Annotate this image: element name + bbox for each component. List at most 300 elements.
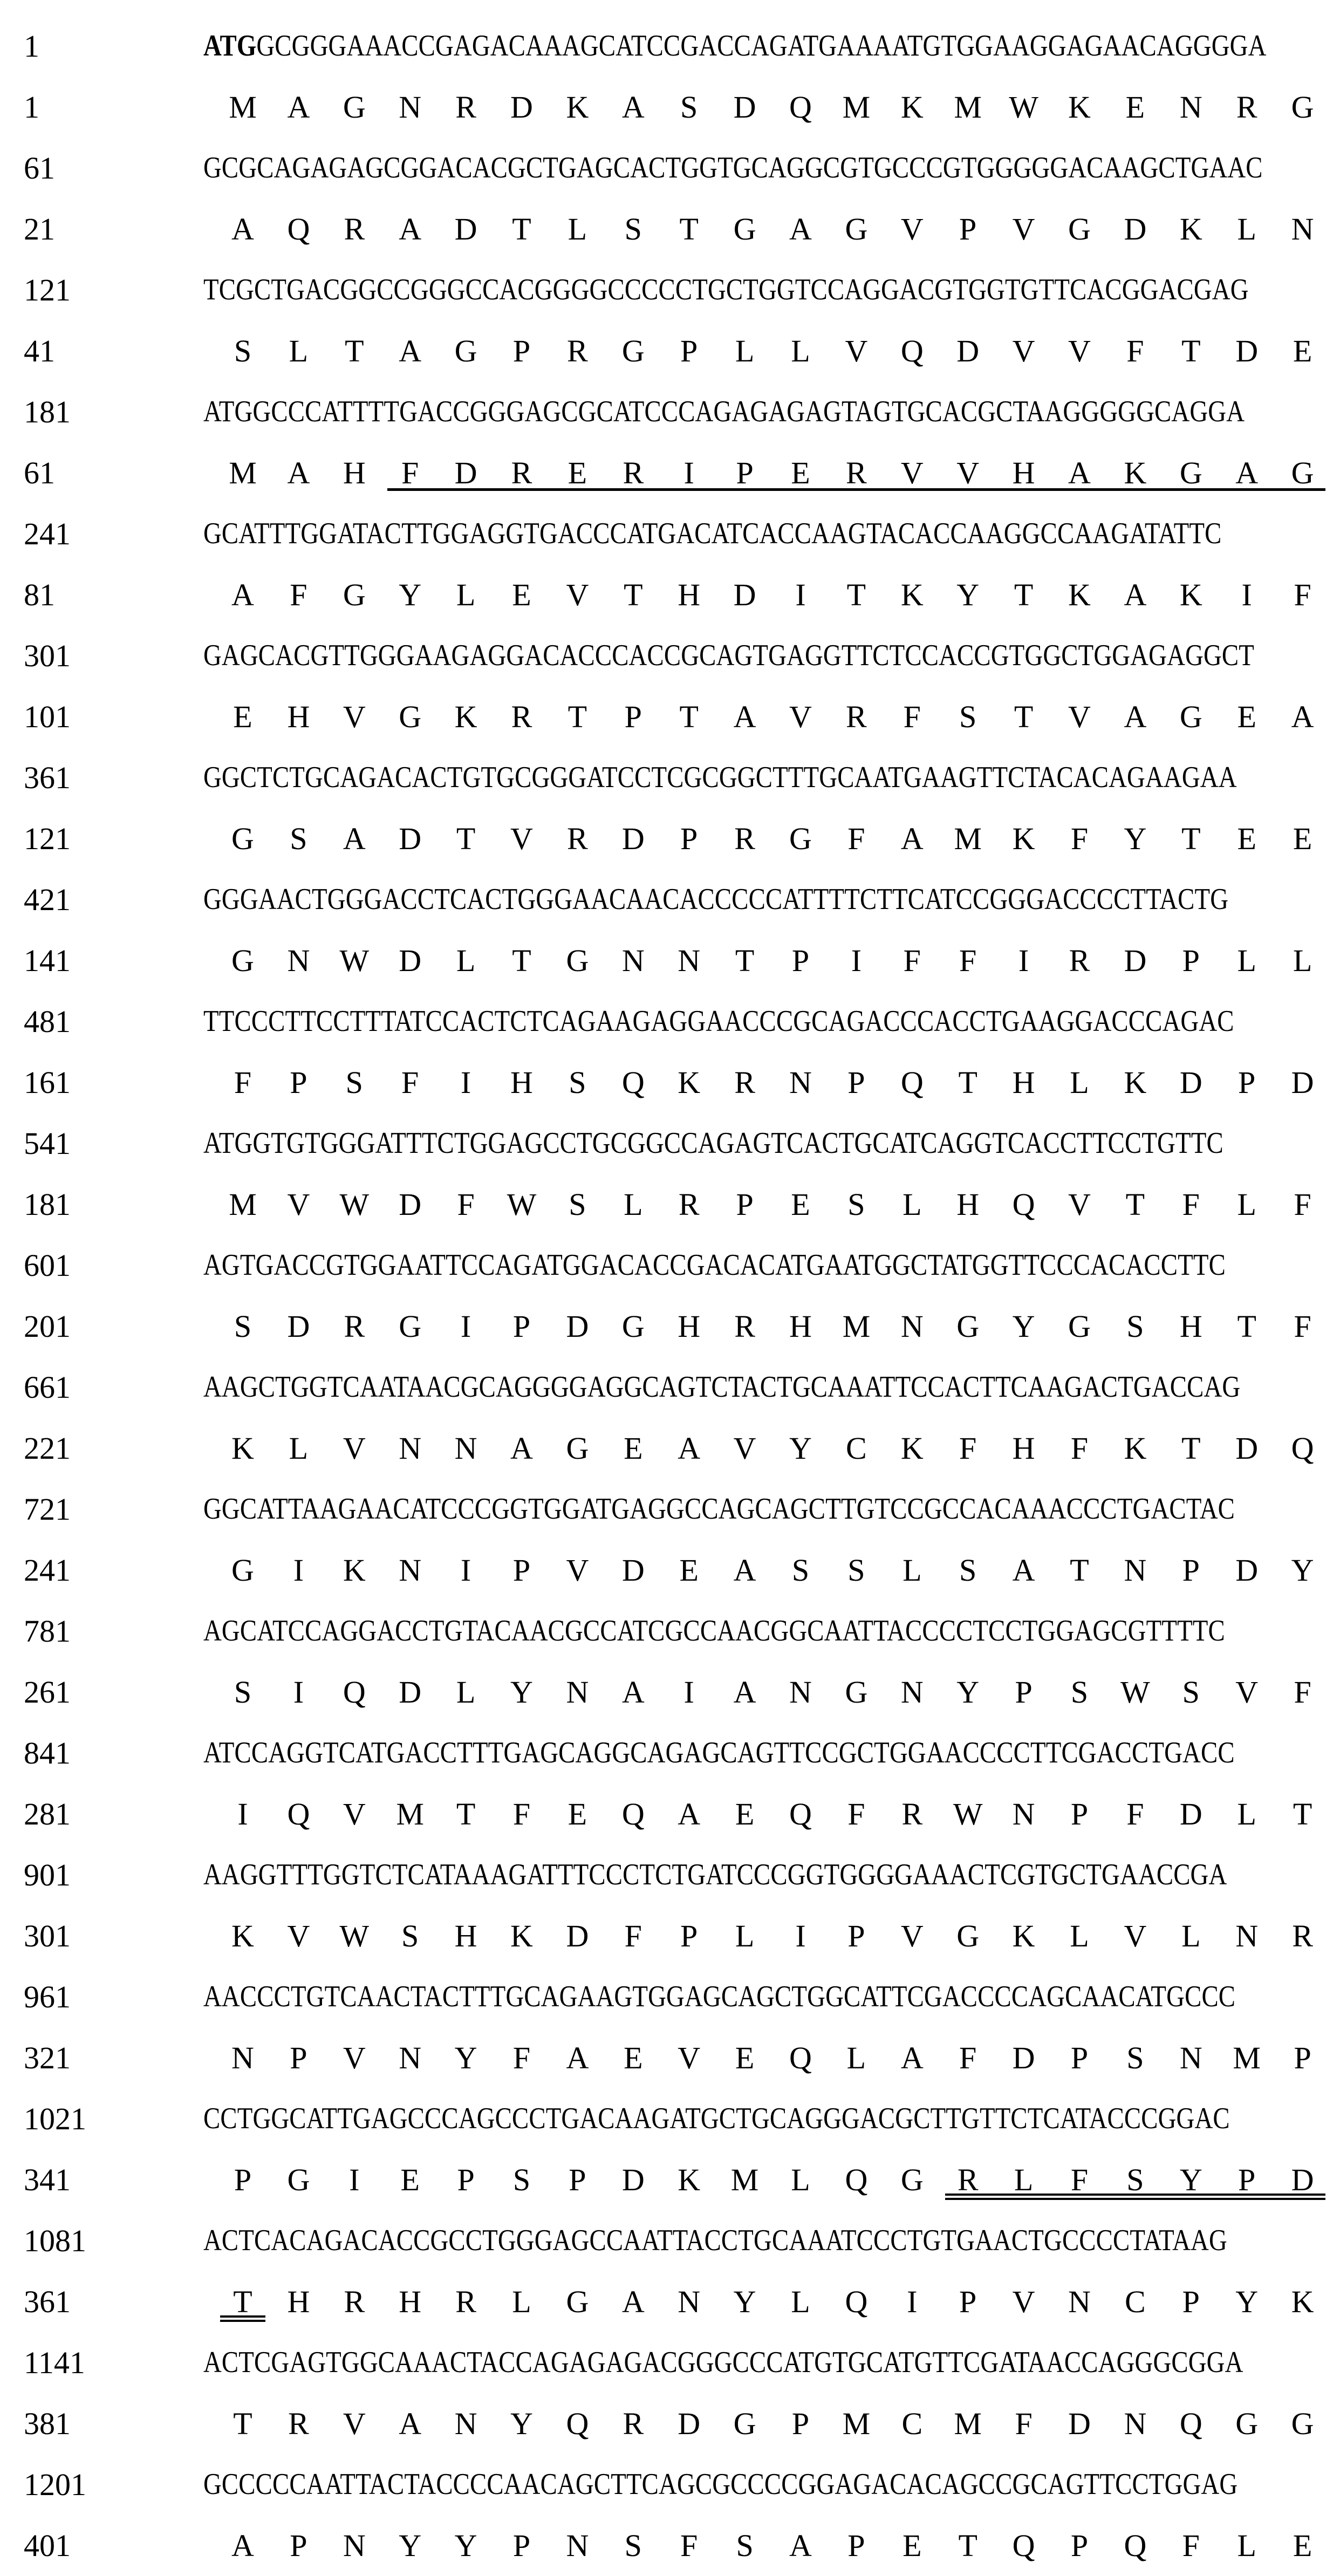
amino-acid-residue: P: [624, 699, 642, 734]
amino-acid-residue: G: [789, 821, 812, 856]
amino-acid-position: 361: [24, 2284, 71, 2319]
amino-acid-residue: G: [566, 2284, 589, 2319]
amino-acid-residue: D: [1291, 1065, 1314, 1100]
amino-acid-residue: L: [289, 1431, 309, 1466]
amino-acid-residue: P: [290, 2040, 307, 2075]
amino-acid-position: 81: [24, 577, 55, 612]
amino-acid-residue: Q: [343, 1675, 366, 1710]
amino-acid-residue: R: [846, 455, 867, 490]
amino-acid-residue: G: [1179, 455, 1202, 490]
amino-acid-position: 281: [24, 1796, 71, 1832]
nucleotide-position: 1201: [24, 2467, 86, 2502]
amino-acid-residue: I: [795, 1918, 806, 1953]
amino-acid-row: [0, 930, 1340, 991]
amino-acid-residue: W: [1009, 90, 1038, 125]
amino-acid-residue: G: [1291, 455, 1314, 490]
amino-acid-residue: W: [339, 943, 370, 978]
amino-acid-position: 321: [24, 2040, 71, 2075]
amino-acid-sequence: [221, 808, 1322, 869]
nucleotide-row: [0, 869, 1340, 930]
amino-acid-residue: H: [1012, 1431, 1035, 1466]
amino-acid-residue: G: [621, 333, 645, 368]
amino-acid-residue: G: [845, 1675, 868, 1710]
amino-acid-residue: Q: [287, 1796, 310, 1832]
amino-acid-position: 1: [24, 90, 39, 125]
amino-acid-residue: E: [1293, 2528, 1312, 2563]
amino-acid-sequence: [221, 320, 1322, 381]
amino-acid-residue: N: [1179, 2040, 1202, 2075]
amino-acid-residue: K: [1068, 577, 1091, 612]
amino-acid-residue: K: [1179, 211, 1202, 247]
amino-acid-residue: G: [1291, 2406, 1314, 2441]
amino-acid-residue: F: [1015, 2406, 1033, 2441]
amino-acid-residue: M: [1233, 2040, 1261, 2075]
amino-acid-residue: F: [1182, 2528, 1200, 2563]
amino-acid-row: [0, 1296, 1340, 1357]
amino-acid-residue: G: [231, 943, 254, 978]
amino-acid-residue: A: [231, 2528, 254, 2563]
amino-acid-residue: G: [231, 821, 254, 856]
amino-acid-residue: H: [287, 699, 310, 734]
amino-acid-position: 41: [24, 333, 55, 368]
nucleotide-sequence: [203, 1844, 1227, 1905]
amino-acid-residue: H: [287, 2284, 310, 2319]
amino-acid-residue: Q: [1012, 1187, 1035, 1222]
amino-acid-residue: R: [734, 821, 755, 856]
amino-acid-residue: T: [512, 211, 531, 247]
nucleotide-position: 481: [24, 1004, 71, 1039]
amino-acid-residue: R: [288, 2406, 309, 2441]
nucleotide-text: ACTCGAGTGGCAAACTACCAGAGAGACGGGCCCATGTGCATGTTCGATAACCAGGGCGGA: [203, 2346, 1243, 2379]
amino-acid-position: 401: [24, 2528, 71, 2563]
amino-acid-residue: K: [678, 2162, 701, 2197]
double-underline: [220, 2315, 265, 2322]
amino-acid-residue: S: [569, 1187, 586, 1222]
amino-acid-residue: F: [1182, 1187, 1200, 1222]
amino-acid-residue: P: [1015, 1675, 1033, 1710]
amino-acid-residue: G: [399, 699, 422, 734]
amino-acid-residue: L: [456, 943, 476, 978]
amino-acid-residue: I: [683, 1675, 694, 1710]
nucleotide-text: GGCTCTGCAGACACTGTGCGGGATCCTCGCGGCTTTGCAATGAAGTTCTACACAGAAGAA: [203, 761, 1237, 794]
amino-acid-residue: N: [566, 1675, 589, 1710]
amino-acid-residue: T: [846, 577, 866, 612]
amino-acid-residue: G: [900, 2162, 924, 2197]
amino-acid-residue: V: [510, 821, 533, 856]
amino-acid-residue: C: [901, 2406, 923, 2441]
amino-acid-residue: V: [900, 1918, 924, 1953]
amino-acid-residue: N: [1179, 90, 1202, 125]
amino-acid-residue: H: [1012, 455, 1035, 490]
amino-acid-sequence: [221, 1662, 1322, 1723]
amino-acid-row: [0, 2515, 1340, 2576]
amino-acid-residue: S: [624, 211, 642, 247]
amino-acid-residue: V: [287, 1918, 310, 1953]
amino-acid-residue: T: [1014, 699, 1034, 734]
amino-acid-residue: N: [231, 2040, 254, 2075]
amino-acid-residue: Y: [1179, 2162, 1202, 2197]
amino-acid-sequence: [221, 2515, 1322, 2576]
amino-acid-residue: N: [399, 1553, 422, 1588]
amino-acid-residue: A: [1124, 699, 1147, 734]
nucleotide-row: [0, 1844, 1340, 1905]
amino-acid-residue: R: [567, 821, 588, 856]
amino-acid-row: [0, 199, 1340, 259]
nucleotide-position: 721: [24, 1492, 71, 1527]
amino-acid-row: [0, 1662, 1340, 1723]
amino-acid-residue: P: [1294, 2040, 1311, 2075]
amino-acid-residue: V: [1068, 1187, 1091, 1222]
amino-acid-residue: E: [1237, 821, 1256, 856]
nucleotide-row: [0, 259, 1340, 320]
amino-acid-residue: T: [1293, 1796, 1312, 1832]
amino-acid-residue: I: [349, 2162, 360, 2197]
nucleotide-text: TCGCTGACGGCCGGGCCACGGGGCCCCCTGCTGGTCCAGGACGTGGTGTTCACGGACGAG: [203, 273, 1249, 306]
nucleotide-row: [0, 1723, 1340, 1784]
nucleotide-sequence: [203, 625, 1254, 686]
amino-acid-residue: L: [456, 1675, 476, 1710]
amino-acid-residue: K: [1179, 577, 1202, 612]
amino-acid-residue: M: [229, 455, 257, 490]
amino-acid-residue: W: [339, 1918, 370, 1953]
amino-acid-residue: L: [791, 333, 810, 368]
nucleotide-text: ATGGCCCATTTTGACCGGGAGCGCATCCCAGAGAGAGTAGTGCACGCTAAGGGGGCAGGA: [203, 395, 1245, 428]
amino-acid-row: [0, 686, 1340, 747]
amino-acid-residue: L: [289, 333, 309, 368]
amino-acid-sequence: [221, 442, 1322, 503]
amino-acid-residue: L: [1181, 1918, 1201, 1953]
amino-acid-residue: A: [621, 2284, 645, 2319]
amino-acid-sequence: [221, 1905, 1322, 1966]
amino-acid-residue: V: [789, 699, 812, 734]
amino-acid-residue: P: [512, 1309, 531, 1344]
amino-acid-residue: A: [900, 821, 924, 856]
nucleotide-position: 841: [24, 1735, 71, 1771]
nucleotide-sequence: [203, 381, 1245, 442]
amino-acid-residue: Q: [1179, 2406, 1202, 2441]
amino-acid-residue: T: [1125, 1187, 1145, 1222]
amino-acid-residue: V: [845, 333, 868, 368]
amino-acid-residue: F: [903, 943, 921, 978]
amino-acid-residue: V: [1235, 1675, 1259, 1710]
amino-acid-residue: S: [234, 1309, 252, 1344]
amino-acid-residue: L: [624, 1187, 643, 1222]
nucleotide-position: 361: [24, 760, 71, 795]
amino-acid-residue: G: [1291, 90, 1314, 125]
amino-acid-residue: Q: [789, 90, 812, 125]
amino-acid-residue: D: [1179, 1796, 1202, 1832]
amino-acid-residue: C: [846, 1431, 867, 1466]
amino-acid-residue: H: [454, 1918, 477, 1953]
nucleotide-row: [0, 16, 1340, 77]
nucleotide-row: [0, 747, 1340, 808]
amino-acid-sequence: [221, 2393, 1322, 2454]
amino-acid-position: 121: [24, 821, 71, 856]
amino-acid-residue: S: [569, 1065, 586, 1100]
nucleotide-row: [0, 2210, 1340, 2271]
amino-acid-residue: D: [454, 211, 477, 247]
amino-acid-residue: K: [1012, 1918, 1035, 1953]
amino-acid-residue: A: [287, 90, 310, 125]
amino-acid-residue: F: [1294, 1675, 1311, 1710]
nucleotide-text: GCGGGAAACCGAGACAAAGCATCCGACCAGATGAAAATGTGGAAGGAGAACAGGGGA: [256, 29, 1267, 63]
amino-acid-residue: F: [1126, 1796, 1144, 1832]
amino-acid-residue: E: [1237, 699, 1256, 734]
nucleotide-text: AAGGTTTGGTCTCATAAAGATTTCCCTCTGATCCCGGTGGGGAAACTCGTGCTGAACCGA: [203, 1858, 1227, 1891]
amino-acid-residue: Q: [789, 1796, 812, 1832]
nucleotide-position: 1: [24, 29, 39, 64]
amino-acid-residue: G: [566, 1431, 589, 1466]
amino-acid-residue: H: [343, 455, 366, 490]
amino-acid-residue: M: [730, 2162, 759, 2197]
amino-acid-residue: Y: [399, 577, 422, 612]
amino-acid-residue: S: [1070, 1675, 1089, 1710]
amino-acid-residue: R: [1236, 90, 1257, 125]
amino-acid-residue: M: [229, 90, 257, 125]
amino-acid-residue: L: [846, 2040, 866, 2075]
amino-acid-residue: A: [287, 455, 310, 490]
amino-acid-residue: T: [679, 699, 699, 734]
amino-acid-residue: N: [1235, 1918, 1259, 1953]
amino-acid-residue: D: [1124, 943, 1147, 978]
amino-acid-residue: S: [345, 1065, 363, 1100]
amino-acid-residue: Q: [900, 1065, 924, 1100]
amino-acid-residue: N: [454, 2406, 477, 2441]
amino-acid-residue: K: [900, 90, 924, 125]
nucleotide-text: ATGGTGTGGGATTTCTGGAGCCTGCGGCCAGAGTCACTGCATCAGGTCACCTTCCTGTTC: [203, 1126, 1223, 1160]
nucleotide-row: [0, 138, 1340, 199]
amino-acid-residue: P: [959, 2284, 977, 2319]
amino-acid-residue: G: [231, 1553, 254, 1588]
amino-acid-sequence: [221, 77, 1322, 138]
amino-acid-residue: S: [401, 1918, 419, 1953]
amino-acid-residue: V: [678, 2040, 701, 2075]
amino-acid-residue: D: [733, 90, 756, 125]
amino-acid-residue: F: [234, 1065, 252, 1100]
amino-acid-residue: D: [1068, 2406, 1091, 2441]
amino-acid-residue: P: [1070, 2040, 1089, 2075]
nucleotide-position: 241: [24, 516, 71, 551]
amino-acid-residue: N: [1012, 1796, 1035, 1832]
amino-acid-residue: L: [1237, 943, 1256, 978]
amino-acid-residue: D: [399, 821, 422, 856]
amino-acid-residue: L: [456, 577, 476, 612]
amino-acid-position: 381: [24, 2406, 71, 2441]
amino-acid-residue: F: [1126, 333, 1144, 368]
amino-acid-residue: A: [1291, 699, 1314, 734]
amino-acid-residue: T: [512, 943, 531, 978]
amino-acid-residue: K: [1068, 90, 1091, 125]
amino-acid-residue: P: [1182, 943, 1200, 978]
amino-acid-residue: L: [1070, 1918, 1089, 1953]
amino-acid-residue: F: [1070, 1431, 1089, 1466]
amino-acid-residue: G: [1068, 1309, 1091, 1344]
amino-acid-residue: I: [795, 577, 806, 612]
amino-acid-residue: G: [956, 1309, 980, 1344]
nucleotide-position: 541: [24, 1126, 71, 1161]
amino-acid-residue: F: [401, 455, 419, 490]
amino-acid-sequence: [221, 1784, 1322, 1844]
amino-acid-sequence: [221, 1174, 1322, 1235]
amino-acid-position: 241: [24, 1553, 71, 1588]
amino-acid-residue: N: [789, 1065, 812, 1100]
amino-acid-residue: E: [735, 2040, 755, 2075]
amino-acid-residue: G: [845, 211, 868, 247]
amino-acid-residue: I: [1241, 577, 1252, 612]
amino-acid-residue: M: [842, 90, 871, 125]
amino-acid-residue: P: [290, 1065, 307, 1100]
nucleotide-text: GCCCCCAATTACTACCCCAACAGCTTCAGCGCCCCGGAGACACAGCCGCAGTTCCTGGAG: [203, 2468, 1238, 2501]
amino-acid-residue: D: [1235, 1431, 1259, 1466]
amino-acid-residue: L: [1293, 943, 1312, 978]
amino-acid-residue: E: [1293, 333, 1312, 368]
amino-acid-residue: P: [512, 333, 531, 368]
nucleotide-sequence: [203, 1479, 1235, 1540]
amino-acid-position: 201: [24, 1309, 71, 1344]
amino-acid-residue: G: [566, 943, 589, 978]
amino-acid-residue: Q: [287, 211, 310, 247]
amino-acid-residue: A: [1068, 455, 1091, 490]
amino-acid-residue: P: [234, 2162, 252, 2197]
amino-acid-residue: T: [345, 333, 364, 368]
amino-acid-residue: G: [733, 211, 756, 247]
amino-acid-residue: H: [678, 577, 701, 612]
amino-acid-residue: Y: [956, 1675, 980, 1710]
amino-acid-residue: S: [1182, 1675, 1200, 1710]
nucleotide-row: [0, 1357, 1340, 1418]
amino-acid-residue: K: [1012, 821, 1035, 856]
amino-acid-residue: F: [959, 943, 977, 978]
amino-acid-residue: N: [621, 943, 645, 978]
amino-acid-residue: K: [454, 699, 477, 734]
amino-acid-residue: S: [290, 821, 307, 856]
amino-acid-residue: M: [842, 2406, 871, 2441]
amino-acid-row: [0, 1174, 1340, 1235]
amino-acid-residue: L: [1070, 1065, 1089, 1100]
amino-acid-residue: V: [343, 1796, 366, 1832]
amino-acid-residue: Y: [1291, 1553, 1314, 1588]
amino-acid-residue: L: [568, 211, 587, 247]
amino-acid-residue: K: [678, 1065, 701, 1100]
amino-acid-residue: G: [287, 2162, 310, 2197]
amino-acid-residue: E: [568, 1796, 587, 1832]
amino-acid-residue: T: [1070, 1553, 1089, 1588]
amino-acid-residue: Y: [1124, 821, 1147, 856]
amino-acid-residue: R: [567, 333, 588, 368]
amino-acid-residue: F: [1294, 577, 1311, 612]
amino-acid-residue: Y: [510, 1675, 533, 1710]
amino-acid-residue: F: [512, 2040, 531, 2075]
amino-acid-position: 21: [24, 211, 55, 247]
amino-acid-residue: P: [512, 2528, 531, 2563]
amino-acid-residue: V: [956, 455, 980, 490]
amino-acid-residue: H: [789, 1309, 812, 1344]
amino-acid-residue: P: [680, 333, 698, 368]
amino-acid-row: [0, 1418, 1340, 1479]
amino-acid-residue: H: [399, 2284, 422, 2319]
nucleotide-sequence: [203, 747, 1237, 808]
amino-acid-residue: V: [900, 455, 924, 490]
amino-acid-residue: F: [959, 1431, 977, 1466]
amino-acid-residue: R: [678, 1187, 700, 1222]
amino-acid-sequence: [221, 2149, 1322, 2210]
nucleotide-text: ATCCAGGTCATGACCTTTGAGCAGGCAGAGCAGTTCCGCTGGAACCCCTTCGACCTGACC: [203, 1736, 1235, 1769]
amino-acid-residue: T: [958, 2528, 977, 2563]
amino-acid-residue: V: [287, 1187, 310, 1222]
amino-acid-residue: S: [959, 699, 977, 734]
amino-acid-residue: D: [621, 1553, 645, 1588]
amino-acid-residue: K: [900, 577, 924, 612]
amino-acid-residue: Q: [845, 2162, 868, 2197]
nucleotide-sequence: [203, 259, 1249, 320]
amino-acid-residue: S: [1126, 2040, 1144, 2075]
amino-acid-residue: A: [678, 1431, 701, 1466]
amino-acid-residue: N: [399, 2040, 422, 2075]
amino-acid-residue: S: [234, 333, 252, 368]
amino-acid-residue: D: [1124, 211, 1147, 247]
nucleotide-position: 1081: [24, 2223, 86, 2258]
amino-acid-position: 261: [24, 1675, 71, 1710]
nucleotide-text: GCGCAGAGAGCGGACACGCTGAGCACTGGTGCAGGCGTGCCCGTGGGGGACAAGCTGAAC: [203, 151, 1263, 185]
amino-acid-residue: V: [1012, 2284, 1035, 2319]
amino-acid-residue: E: [1125, 90, 1145, 125]
amino-acid-residue: D: [621, 821, 645, 856]
nucleotide-row: [0, 1601, 1340, 1662]
amino-acid-residue: M: [229, 1187, 257, 1222]
nucleotide-position: 1141: [24, 2345, 85, 2380]
amino-acid-residue: K: [231, 1431, 254, 1466]
amino-acid-residue: R: [846, 699, 867, 734]
amino-acid-row: [0, 1052, 1340, 1113]
start-codon: ATG: [203, 29, 257, 63]
amino-acid-residue: V: [1068, 699, 1091, 734]
amino-acid-residue: Y: [733, 2284, 756, 2319]
amino-acid-residue: A: [566, 2040, 589, 2075]
nucleotide-position: 961: [24, 1979, 71, 2014]
amino-acid-residue: N: [566, 2528, 589, 2563]
amino-acid-residue: A: [231, 211, 254, 247]
amino-acid-residue: F: [847, 1796, 865, 1832]
amino-acid-residue: G: [1179, 699, 1202, 734]
nucleotide-text: AGTGACCGTGGAATTCCAGATGGACACCGACACATGAATGGCTATGGTTCCCACACCTTC: [203, 1248, 1226, 1282]
nucleotide-row: [0, 1235, 1340, 1296]
amino-acid-residue: A: [621, 1675, 645, 1710]
amino-acid-residue: A: [1124, 577, 1147, 612]
amino-acid-row: [0, 808, 1340, 869]
amino-acid-residue: D: [733, 577, 756, 612]
amino-acid-residue: G: [1235, 2406, 1259, 2441]
amino-acid-residue: R: [734, 1309, 755, 1344]
amino-acid-residue: S: [512, 2162, 531, 2197]
amino-acid-residue: F: [959, 2040, 977, 2075]
amino-acid-row: [0, 320, 1340, 381]
amino-acid-residue: T: [735, 943, 755, 978]
nucleotide-position: 61: [24, 151, 55, 186]
amino-acid-residue: E: [903, 2528, 922, 2563]
amino-acid-residue: E: [679, 1553, 699, 1588]
single-underline: [387, 488, 1325, 491]
amino-acid-residue: N: [678, 2284, 701, 2319]
amino-acid-residue: Y: [1235, 2284, 1259, 2319]
amino-acid-sequence: [221, 1052, 1322, 1113]
amino-acid-residue: H: [956, 1187, 980, 1222]
amino-acid-position: 101: [24, 699, 71, 734]
amino-acid-residue: I: [851, 943, 862, 978]
amino-acid-residue: Q: [566, 2406, 589, 2441]
amino-acid-residue: S: [791, 1553, 810, 1588]
amino-acid-sequence: [221, 2271, 1322, 2332]
amino-acid-residue: N: [399, 1431, 422, 1466]
